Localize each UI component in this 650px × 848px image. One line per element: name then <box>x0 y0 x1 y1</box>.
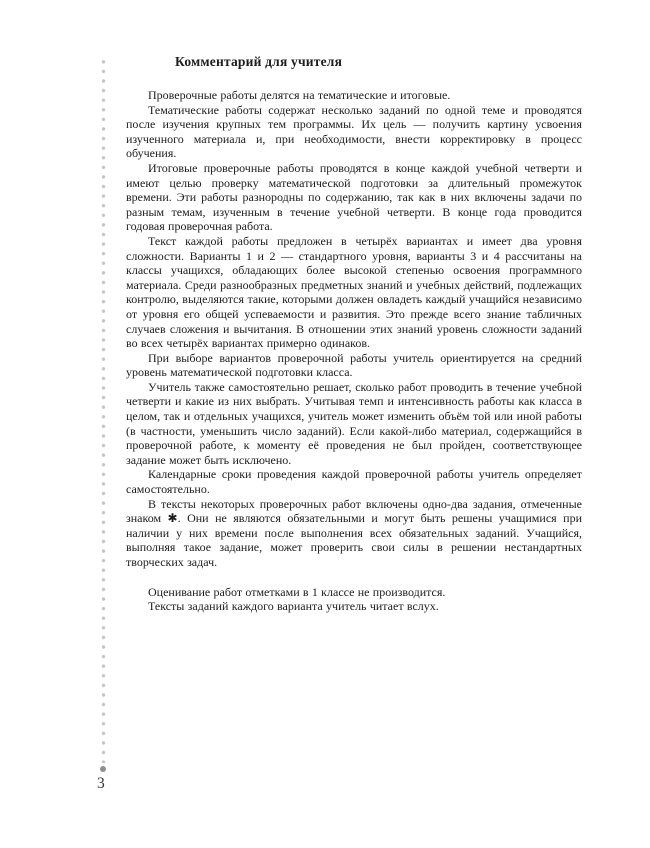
paragraph: Итоговые проверочные работы проводятся в конце каждой учебной четверти и имеют целью проверку математической подготовки за длительный промежуток времени. Эти работы разнородны по содержанию, так как в них включены задачи по разным темам, изученным в течение учебной четверти. В конце года проводится годовая проверочная работа. <box>126 160 582 234</box>
paragraph: Учитель также самостоятельно решает, сколько работ проводить в течение учебной четверти и какие из них выбрать. Учитывая темп и интенсивность работы как класса в целом, так и отдельных учащихся, учитель может изменить объём той или иной работы (в частности, уменьшить число заданий). Если какой-либо материал, содержащийся в проверочной работе, к моменту её проведения не был пройден, соответствующее задание может быть исключено. <box>126 379 582 467</box>
paragraph: Календарные сроки проведения каждой проверочной работы учитель определяет самостоятельно. <box>126 467 582 497</box>
paragraph: При выборе вариантов проверочной работы учитель ориентируется на средний уровень математической подготовки класса. <box>126 350 582 380</box>
paragraph: Оценивание работ отметками в 1 классе не производится. <box>148 584 446 599</box>
binding-dot-large <box>100 766 106 772</box>
closing-block <box>126 585 582 614</box>
page-number: 3 <box>97 775 105 792</box>
paragraph: Тематические работы содержат несколько заданий по одной теме и проводятся после изучения крупных тем программы. Их цель — получить картину усвоения изученного материала и, при необходимости, внести корректировку в процесс обучения. <box>126 102 582 161</box>
binding-dots-decoration <box>101 57 106 763</box>
page-content <box>126 54 582 614</box>
paragraph: Тексты заданий каждого варианта учитель читает вслух. <box>148 599 439 614</box>
paragraph: Проверочные работы делятся на тематические и итоговые. <box>148 88 451 102</box>
body-text <box>126 88 582 614</box>
paragraph: В тексты некоторых проверочных работ включены одно-два задания, отмеченные знаком ✱. Они не являются обязательными и могут быть решены учащимися при наличии у них времени после выполнения всех обязательных заданий. Учащийся, выполняя такое задание, может проверить свои силы в решении нестандартных творческих задач. <box>126 496 582 569</box>
page-title: Комментарий для учителя <box>175 54 343 69</box>
paragraph: Текст каждой работы предложен в четырёх вариантах и имеет два уровня сложности. Варианты 1 и 2 — стандартного уровня, варианты 3 и 4 рассчитаны на классы учащихся, обладающих более высокой степенью освоения программного материала. Среди разнообразных предметных знаний и учебных действий, подлежащих контролю, выделяются такие, которыми должен овладеть каждый учащийся независимо от уровня его общей успеваемости и развития. Это прежде всего знание табличных случаев сложения и вычитания. В отношении этих знаний уровень сложности заданий во всех четырёх вариантах примерно одинаков. <box>126 233 582 351</box>
